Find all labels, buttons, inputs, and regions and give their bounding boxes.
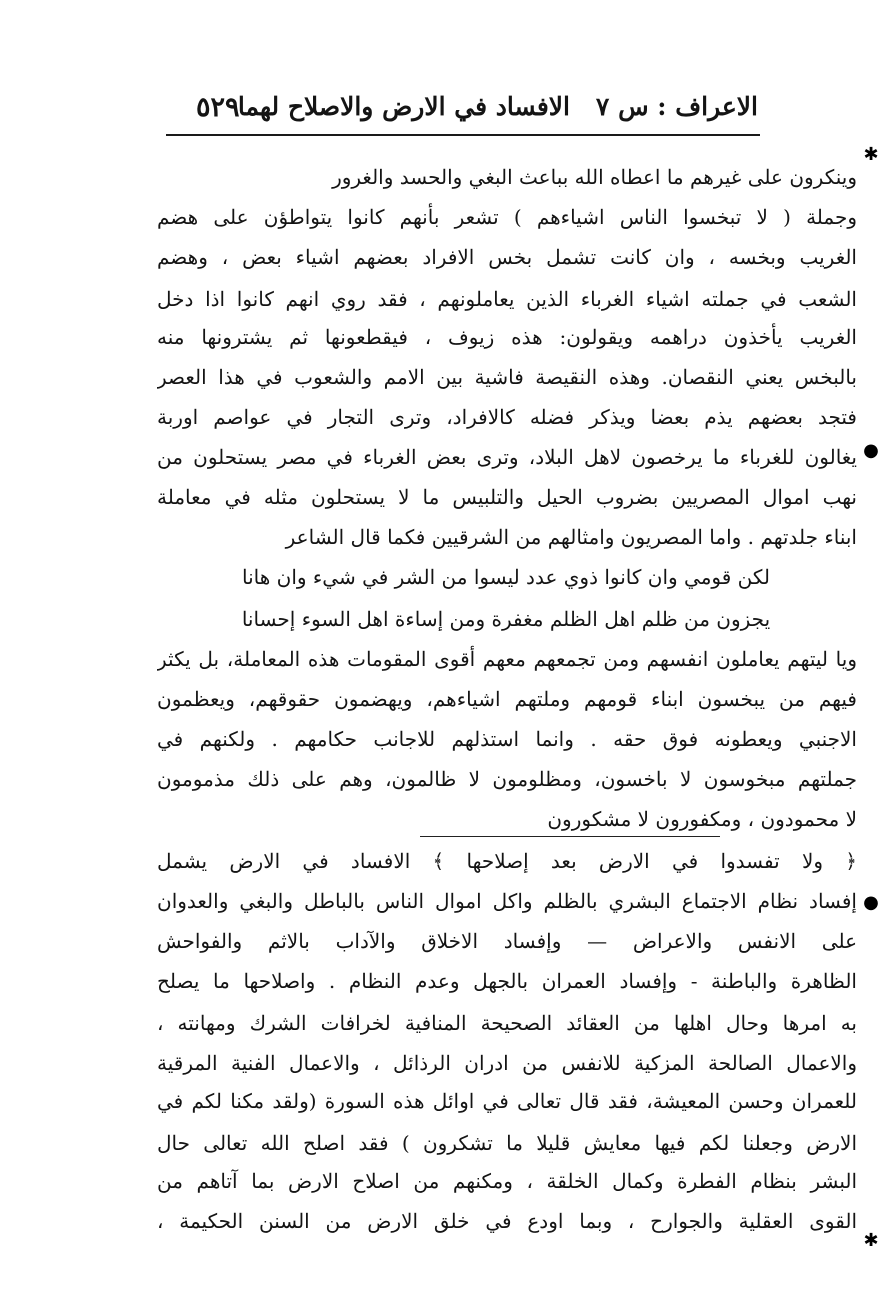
text-line: جملتهم مبخوسون لا باخسون، ومظلومون لا ظالمون، وهم على ذلك مذمومون [157, 767, 857, 791]
margin-mark-icon: ● [863, 892, 879, 913]
text-line: فيهم من يبخسون ابناء قومهم وملتهم اشياءهم، ويهضمون حقوقهم، ويعظمون [157, 687, 857, 711]
text-line: إفساد نظام الاجتماع البشري بالظلم واكل اموال الناس بالباطل والبغي والعدوان [157, 889, 857, 913]
text-line: الغريب وبخسه ، وان كانت تشمل بخس الافراد بعضهم اشياء بعض ، وهضم [157, 245, 857, 269]
text-line: يغالون للغرباء ما يرخصون لاهل البلاد، وترى بعض الغرباء في مصر يستحلون من [157, 445, 857, 469]
text-line: الشعب في جملته اشياء الغرباء الذين يعاملونهم ، فقد روي انهم كانوا اذا دخل [157, 287, 857, 311]
text-line: يجزون من ظلم اهل الظلم مغفرة ومن إساءة اهل السوء إحسانا [241, 607, 771, 631]
text-line: وينكرون على غيرهم ما اعطاه الله بباعث البغي والحسد والغرور [332, 165, 857, 189]
text-line: البشر بنظام الفطرة وكمال الخلقة ، ومكنهم من اصلاح الارض بما آتاهم من [157, 1169, 857, 1193]
margin-mark-icon: ✱ [863, 144, 879, 165]
text-line: لا محمودون ، ومكفورون لا مشكورون [547, 807, 857, 831]
text-line: والاعمال الصالحة المزكية للانفس من ادران الرذائل ، والاعمال الفنية المرقية [157, 1051, 857, 1075]
text-line: لكن قومي وان كانوا ذوي عدد ليسوا من الشر في شيء وان هانا [241, 565, 771, 589]
page-number: ٥٢٩ [196, 92, 240, 123]
text-line: الغريب يأخذون دراهمه ويقولون: هذه زيوف ، فيقطعونها ثم يشترونها منه [157, 325, 857, 349]
text-line: فتجد بعضهم يذم بعضا ويذكر فضله كالافراد، وترى التجار في عواصم اوربة [157, 405, 857, 429]
text-line: الظاهرة والباطنة - وإفساد العمران بالجهل وعدم النظام . واصلاحها ما يصلح [157, 969, 857, 993]
text-line: نهب اموال المصريين بضروب الحيل والتلبيس ما لا يستحلون مثله في معاملة [157, 485, 857, 509]
text-line: الاجنبي ويعطونه فوق حقه . وانما استذلهم للاجانب حكامهم . ولكنهم في [157, 727, 857, 751]
margin-mark-icon: ✱ [863, 1230, 879, 1251]
header-rule [166, 134, 760, 136]
text-line: وجملة ( لا تبخسوا الناس اشياءهم ) تشعر بأنهم كانوا يتواطؤن على هضم [157, 205, 857, 229]
text-line: القوى العقلية والجوارح ، وبما اودع في خلق الارض من السنن الحكيمة ، [157, 1209, 857, 1233]
running-header [168, 88, 758, 132]
text-line: الارض وجعلنا لكم فيها معايش قليلا ما تشكرون ) فقد اصلح الله تعالى حال [157, 1131, 857, 1155]
header-title: الافساد في الارض والاصلاح لهما [237, 92, 570, 121]
text-line: به امرها وحال اهلها من العقائد الصحيحة المنافية لخرافات الشرك ومهانته ، [157, 1011, 857, 1035]
section-divider [420, 836, 720, 837]
header-surah: الاعراف : س ٧ [595, 92, 758, 121]
text-line: ﴿ ولا تفسدوا في الارض بعد إصلاحها ﴾ الافساد في الارض يشمل [157, 849, 857, 873]
text-line: ويا ليتهم يعاملون انفسهم ومن تجمعهم معهم أقوى المقومات هذه المعاملة، بل يكثر [157, 647, 857, 671]
text-line: ابناء جلدتهم . واما المصريون وامثالهم من الشرقيين فكما قال الشاعر [285, 525, 857, 549]
text-line: للعمران وحسن المعيشة، فقد قال تعالى في اوائل هذه السورة (ولقد مكنا لكم في [157, 1089, 857, 1113]
text-line: على الانفس والاعراض — وإفساد الاخلاق والآداب بالاثم والفواحش [157, 929, 857, 953]
text-line: بالبخس يعني النقصان. وهذه النقيصة فاشية بين الامم والشعوب في هذا العصر [157, 365, 857, 389]
margin-mark-icon: ● [863, 440, 879, 461]
